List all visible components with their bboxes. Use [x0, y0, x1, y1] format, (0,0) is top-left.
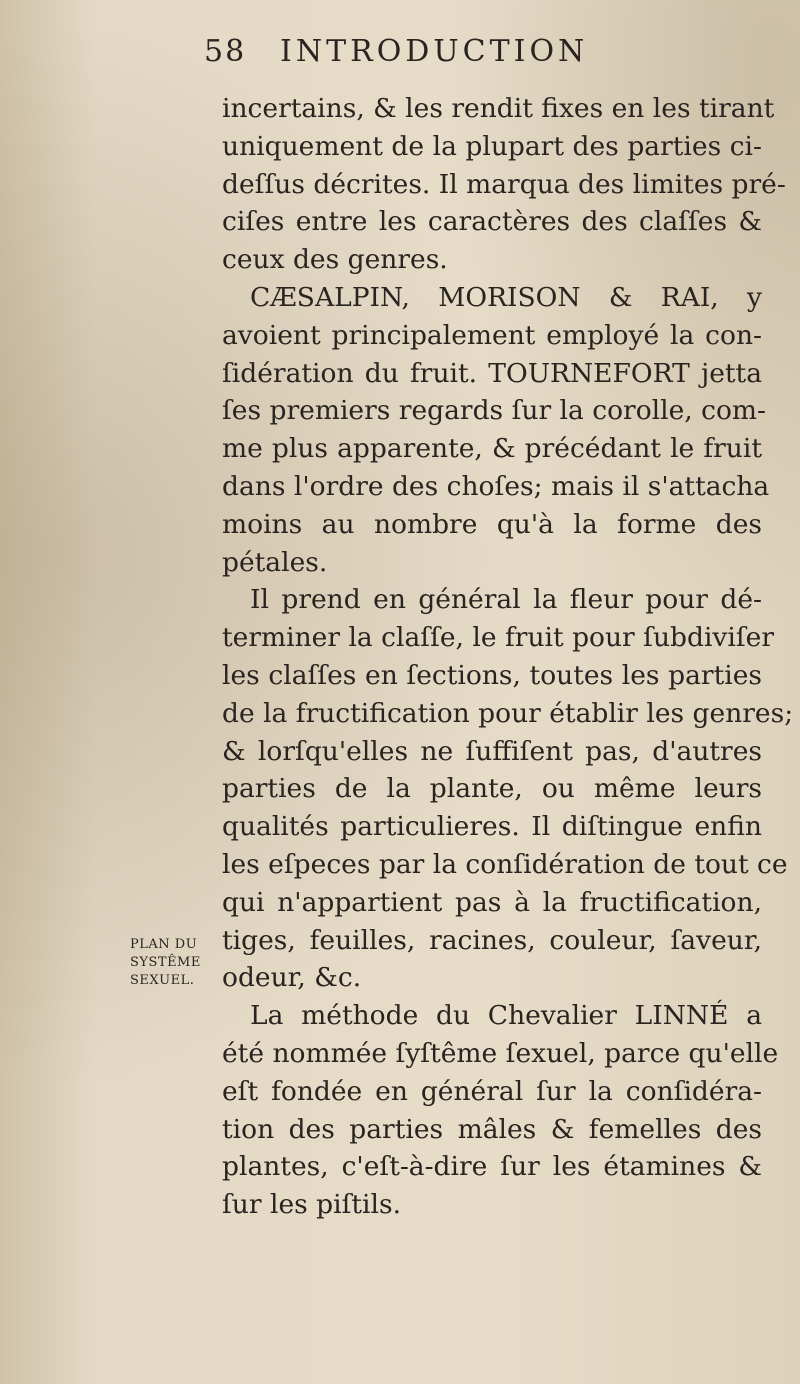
text-line: & lorſqu'elles ne ſuffiſent pas, d'autres	[222, 735, 762, 767]
text-line: me plus apparente, & précédant le fruit	[222, 433, 762, 465]
text-line: qui n'appartient pas à la fructification,	[222, 886, 762, 918]
text-line: ſes premiers regards ſur la corolle, com-	[222, 395, 767, 427]
text-line: ſur les piſtils.	[222, 1189, 402, 1221]
text-line: Il prend en général la fleur pour dé-	[250, 584, 762, 616]
margin-note-line: SEXUEL.	[130, 973, 195, 988]
text-line: été nommée ſyſtême ſexuel, parce qu'elle	[222, 1037, 779, 1069]
text-line: plantes, c'eſt-à-dire ſur les étamines &	[222, 1151, 762, 1183]
running-header	[200, 34, 760, 84]
text-line: les eſpeces par la conſidération de tout ce	[222, 848, 788, 880]
text-line: CÆSALPIN, MORISON & RAI, y	[250, 281, 762, 313]
text-line: ſidération du fruit. TOURNEFORT jetta	[222, 357, 762, 389]
text-line: deſſus décrites. Il marqua des limites pré-	[222, 168, 786, 200]
text-line: de la fructification pour établir les genres;	[222, 697, 794, 729]
text-line: uniquement de la plupart des parties ci-	[222, 130, 762, 162]
margin-note-line: SYSTÊME	[130, 955, 201, 970]
body-text	[222, 90, 794, 1224]
margin-note	[130, 936, 220, 990]
text-line: ciſes entre les caractères des claſſes &	[222, 206, 762, 238]
text-line: ceux des genres.	[222, 244, 448, 276]
text-line: pétales.	[222, 546, 328, 578]
text-line: les claſſes en ſections, toutes les parties	[222, 659, 762, 691]
running-title: INTRODUCTION	[280, 34, 589, 69]
text-line: parties de la plante, ou même leurs	[222, 773, 762, 805]
text-line: tiges, feuilles, racines, couleur, ſaveur,	[222, 924, 762, 956]
text-line: moins au nombre qu'à la forme des	[222, 508, 762, 540]
text-line: tion des parties mâles & femelles des	[222, 1113, 762, 1145]
text-line: qualités particulieres. Il diſtingue enfin	[222, 811, 762, 843]
text-line: eſt fondée en général ſur la conſidéra-	[222, 1075, 762, 1107]
text-line: incertains, & les rendit fixes en les tirant	[222, 93, 775, 124]
text-line: La méthode du Chevalier LINNÉ a	[250, 1000, 762, 1032]
page-number: 58	[204, 34, 247, 69]
margin-note-line: PLAN DU	[130, 937, 198, 952]
text-line: terminer la claſſe, le fruit pour ſubdiviſer	[222, 622, 775, 654]
text-line: dans l'ordre des choſes; mais il s'attacha	[222, 470, 770, 502]
text-line: odeur, &c.	[222, 962, 362, 994]
text-line: avoient principalement employé la con-	[222, 319, 762, 351]
